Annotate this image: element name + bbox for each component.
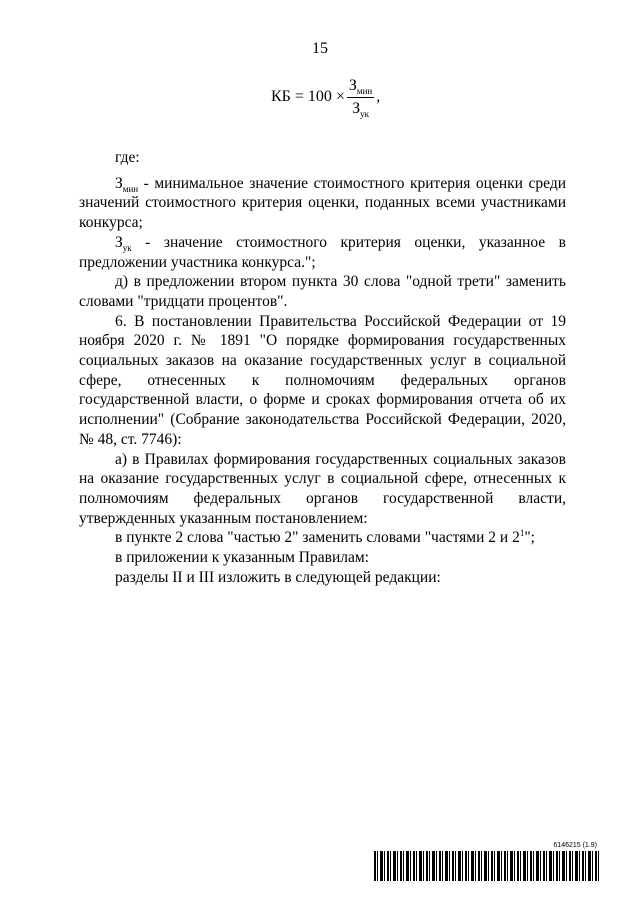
barcode <box>374 842 599 882</box>
page-number: 15 <box>312 40 328 57</box>
paragraph-z-uk: $З_{ук}$ - значение стоимостного критерия оценки, указанное в предложении участника конкурса."; <box>79 233 567 271</box>
paragraph-item-a: а) в Правилах формирования государственных социальных заказов на оказание государственных услуг в социальной сфере, отнесенных к полномочиям федеральных органов государственной власти, утвержденных указанным постановлением: <box>79 450 566 527</box>
paragraph-item-d: д) в предложении втором пункта 30 слова "одной трети" заменить словами "тридцати процентов". <box>79 273 566 310</box>
formula-lhs: КБ = 100 × <box>271 88 345 105</box>
formula-trail: , <box>376 88 381 105</box>
barcode-code: 6146215 (1.9) <box>553 842 597 849</box>
paragraph-where: где: <box>115 149 140 166</box>
formula-numerator: $З_{мин}$ <box>348 76 373 96</box>
formula-fraction <box>347 76 374 119</box>
paragraph-item-6: 6. В постановлении Правительства Российской Федерации от 19 ноября 2020 г. № 1891 "О порядке формирования государственных социальных заказов на оказание государственных услуг в социальной сфере, отнесенных к полномочиям федеральных органов государственной власти, о форме и сроках формирования отчета об их исполнении" (Собрание законодательства Российской Федерации, 2020, № 48, ст. 7746): <box>79 312 566 448</box>
barcode-bars <box>374 851 599 881</box>
formula-denominator: $З_{ук}$ <box>352 99 370 119</box>
body-text <box>79 148 566 587</box>
paragraph-point-2: в пункте 2 слова "частью 2" заменить словами "частями 2 и $2^1$"; <box>115 528 535 547</box>
paragraph-z-min: $З_{мин}$ - минимальное значение стоимостного критерия оценки среди значений стоимостного критерия оценки, поданных всеми участниками конкурса; <box>79 174 566 232</box>
paragraph-appendix: в приложении к указанным Правилам: <box>115 549 369 567</box>
paragraph-sections: разделы II и III изложить в следующей редакции: <box>115 568 441 586</box>
formula <box>271 72 380 122</box>
